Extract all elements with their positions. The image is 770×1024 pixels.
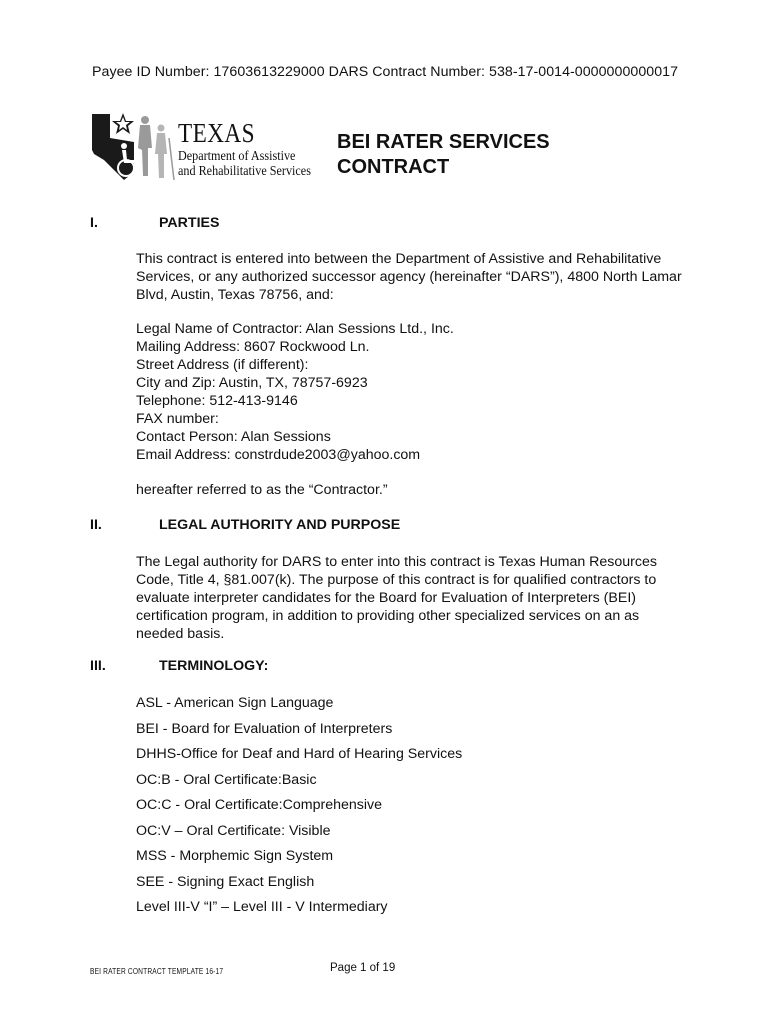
term-item: SEE - Signing Exact English (136, 873, 315, 890)
term-item: MSS - Morphemic Sign System (136, 848, 334, 864)
term-item: ASL - American Sign Language (136, 695, 334, 711)
legal-authority-paragraph (136, 553, 726, 643)
logo-texas-wordmark: TEXAS (178, 118, 255, 148)
contractor-legal-name: Legal Name of Contractor: Alan Sessions Ltd., Inc. (136, 321, 454, 337)
paragraph-line: needed basis. (136, 626, 225, 642)
term-item: OC:B - Oral Certificate:Basic (136, 771, 317, 788)
payee-contract-id-line: Payee ID Number: 17603613229000 DARS Contract Number: 538-17-0014-0000000000017 (92, 64, 679, 80)
logo-agency-line-2: and Rehabilitative Services (178, 163, 311, 178)
paragraph-line: Services, or any authorized successor agency (hereinafter “DARS”), 4800 North Lamar (136, 269, 682, 285)
footer-template-label: BEI RATER CONTRACT TEMPLATE 16-17 (90, 966, 224, 976)
paragraph-line: certification program, in addition to providing other specialized services on an as (136, 608, 640, 624)
document-title (337, 130, 550, 180)
paragraph-line: This contract is entered into between the Department of Assistive and Rehabilitative (136, 251, 662, 267)
contractor-city-zip: City and Zip: Austin, TX, 78757-6923 (136, 375, 368, 391)
paragraph-line: evaluate interpreter candidates for the Board for Evaluation of Interpreters (BEI) (136, 590, 636, 606)
contractor-email: Email Address: constrdude2003@yahoo.com (136, 447, 421, 463)
contractor-fax: FAX number: (136, 411, 219, 427)
paragraph-line: hereafter referred to as the “Contractor.” (136, 482, 388, 498)
title-line-1: BEI RATER SERVICES (337, 131, 550, 153)
logo-agency-line-1: Department of Assistive (178, 148, 296, 163)
section-number-2: II. (90, 517, 102, 533)
term-item: BEI - Board for Evaluation of Interpreters (136, 720, 393, 737)
section-number-1: I. (90, 215, 98, 231)
footer-page-number: Page 1 of 19 (330, 962, 396, 974)
contractor-mailing-address: Mailing Address: 8607 Rockwood Ln. (136, 339, 370, 355)
parties-closing (136, 481, 726, 499)
paragraph-line: Blvd, Austin, Texas 78756, and: (136, 287, 334, 303)
dars-logo (90, 110, 326, 182)
section-number-3: III. (90, 658, 106, 674)
texas-state-figures-icon (90, 110, 178, 182)
term-item: DHHS-Office for Deaf and Hard of Hearing Services (136, 746, 463, 762)
section-heading-parties: PARTIES (159, 215, 220, 231)
title-line-2: CONTRACT (337, 156, 450, 178)
paragraph-line: Code, Title 4, §81.007(k). The purpose of this contract is for qualified contractors to (136, 572, 657, 588)
contractor-telephone: Telephone: 512-413-9146 (136, 393, 298, 409)
contractor-details (136, 320, 454, 464)
paragraph-line: The Legal authority for DARS to enter into this contract is Texas Human Resources (136, 554, 657, 570)
contractor-street-address: Street Address (if different): (136, 357, 309, 373)
term-item: Level III-V “I” – Level III - V Intermediary (136, 899, 388, 915)
section-heading-legal-authority: LEGAL AUTHORITY AND PURPOSE (159, 517, 401, 533)
term-item: OC:V – Oral Certificate: Visible (136, 822, 331, 839)
section-heading-terminology: TERMINOLOGY: (159, 658, 269, 674)
terminology-list (136, 694, 462, 924)
parties-intro-paragraph (136, 250, 726, 304)
contractor-contact-person: Contact Person: Alan Sessions (136, 429, 331, 445)
term-item: OC:C - Oral Certificate:Comprehensive (136, 797, 382, 813)
